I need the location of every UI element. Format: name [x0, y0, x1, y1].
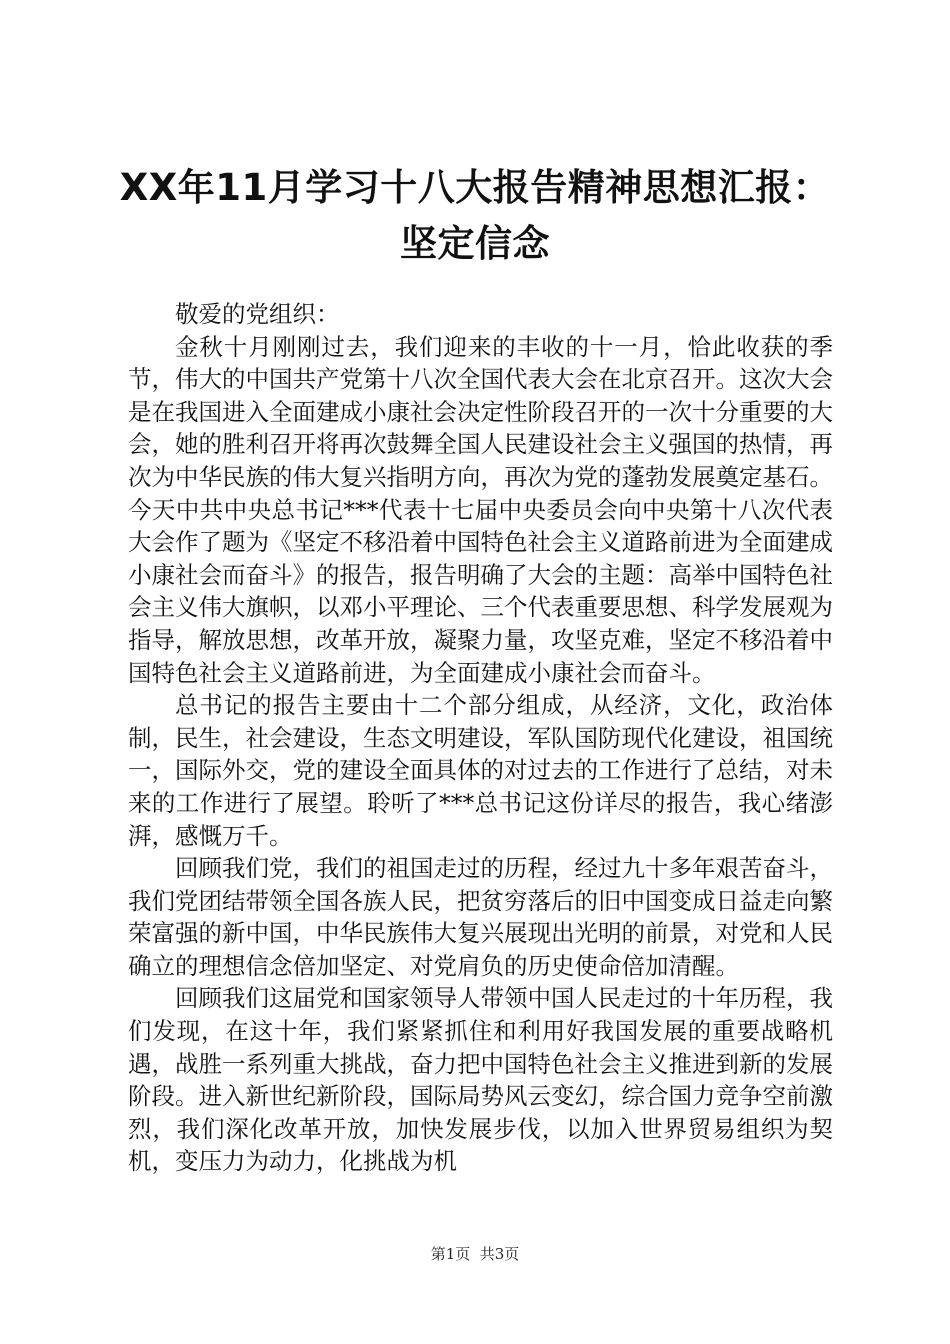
paragraph-1: 金秋十月刚刚过去，我们迎来的丰收的十一月，恰此收获的季节，伟大的中国共产党第十八次全国代表大会在北京召开。这次大会是在我国进入全面建成小康社会决定性阶段召开的一次十分重要的大会，她的胜利召开将再次鼓舞全国人民建设社会主义强国的热情，再次为中华民族的伟大复兴指明方向，再次为党的蓬勃发展奠定基石。今天中共中央总书记***代表十七届中央委员会向中央第十八次代表大会作了题为《坚定不移沿着中国特色社会主义道路前进为全面建成小康社会而奋斗》的报告，报告明确了大会的主题：高举中国特色社会主义伟大旗帜，以邓小平理论、三个代表重要思想、科学发展观为指导，解放思想，改革开放，凝聚力量，攻坚克难，坚定不移沿着中国特色社会主义道路前进，为全面建成小康社会而奋斗。: [128, 332, 833, 687]
page-footer: [0, 1244, 950, 1264]
document-title: XX年11月学习十八大报告精神思想汇报：坚定信念: [119, 166, 831, 265]
document-body: [128, 298, 833, 1178]
paragraph-2: 总书记的报告主要由十二个部分组成，从经济，文化，政治体制，民生，社会建设，生态文明建设，军队国防现代化建设，祖国统一，国际外交，党的建设全面具体的对过去的工作进行了总结，对未来的工作进行了展望。聆听了***总书记这份详尽的报告，我心绪澎湃，感慨万千。: [128, 691, 833, 850]
page-number: 第1页 共3页: [430, 1245, 520, 1263]
paragraph-4: 回顾我们这届党和国家领导人带领中国人民走过的十年历程，我们发现，在这十年，我们紧紧抓住和利用好我国发展的重要战略机遇，战胜一系列重大挑战，奋力把中国特色社会主义推进到新的发展阶段。进入新世纪新阶段，国际局势风云变幻，综合国力竞争空前激烈，我们深化改革开放，加快发展步伐，以加入世界贸易组织为契机，变压力为动力，化挑战为机: [128, 984, 833, 1176]
paragraph-3: 回顾我们党，我们的祖国走过的历程，经过九十多年艰苦奋斗，我们党团结带领全国各族人民，把贫穷落后的旧中国变成日益走向繁荣富强的新中国，中华民族伟大复兴展现出光明的前景，对党和人民确立的理想信念倍加坚定、对党肩负的历史使命倍加清醒。: [128, 854, 833, 980]
salutation: 敬爱的党组织：: [175, 300, 340, 328]
